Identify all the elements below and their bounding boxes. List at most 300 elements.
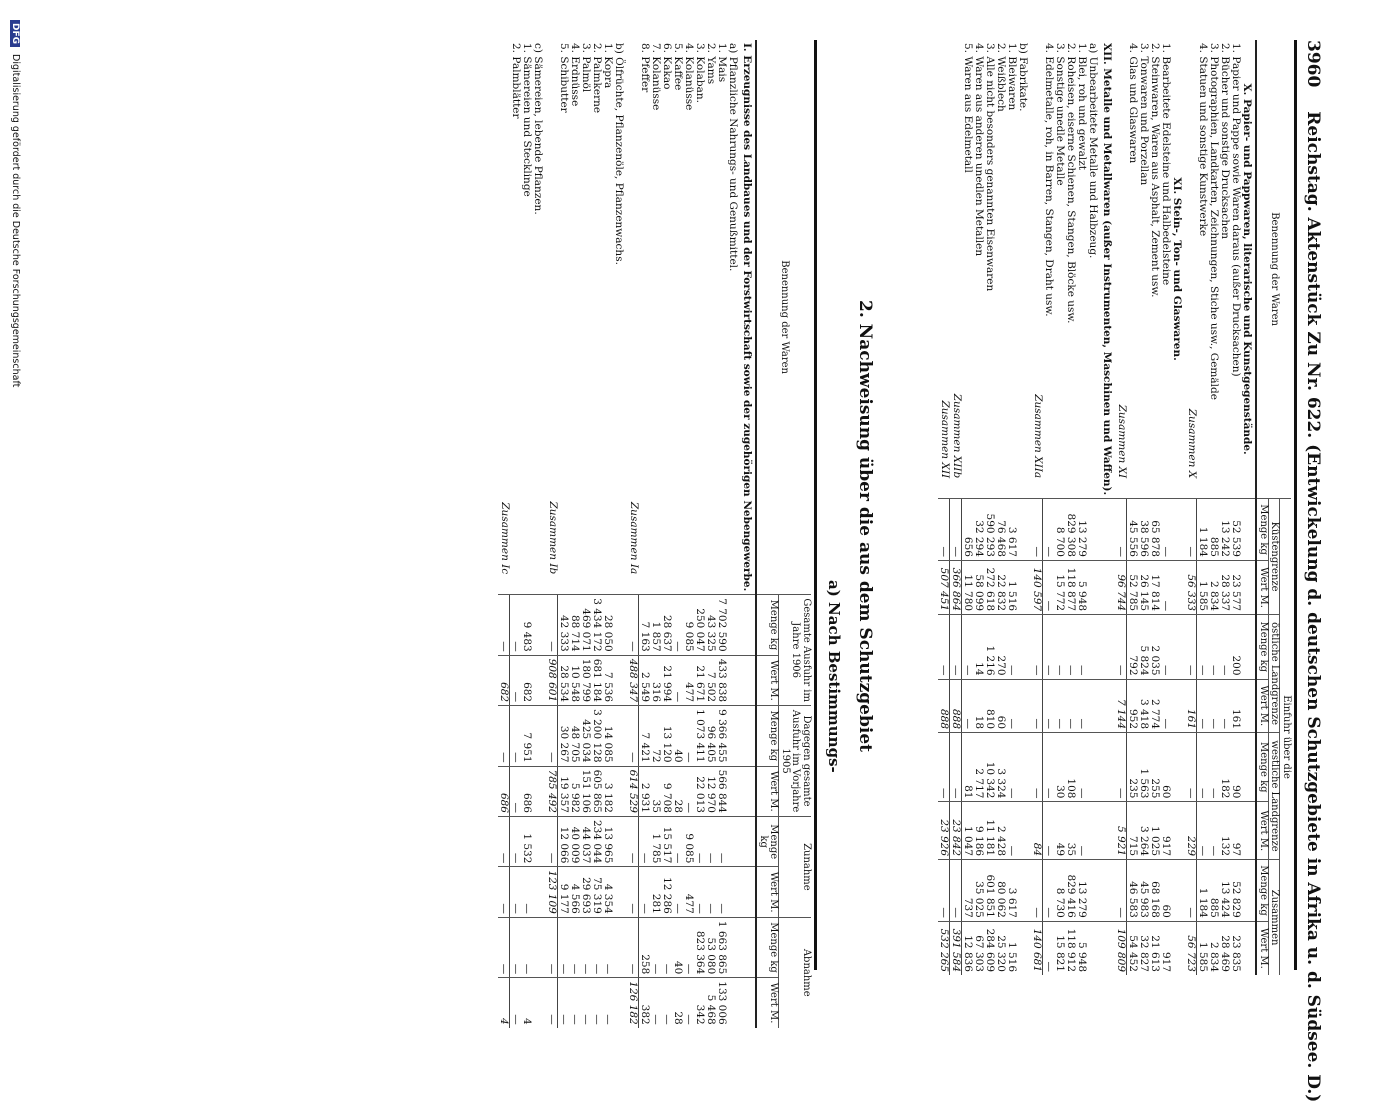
subsection-heading <box>1087 40 1101 975</box>
table-row <box>962 40 974 975</box>
row-label: a) Pflanzliche Nahrungs- und Genußmittel. <box>727 43 740 272</box>
total-row <box>498 40 510 1028</box>
table-row <box>650 40 661 1028</box>
table-cell: 53 080 <box>705 917 716 977</box>
unit-wert: Wert M. <box>757 655 780 705</box>
row-label: 3. Kolaban. <box>694 43 707 103</box>
table-cell: 18 <box>973 679 984 733</box>
total-row <box>627 40 639 1028</box>
empty-cell <box>532 655 546 705</box>
unit-wert: Wert M. <box>1257 679 1269 733</box>
col-east: östliche Landgrenze <box>1269 615 1281 733</box>
table-cell: 40 <box>672 706 683 766</box>
table-cell: 316 <box>650 655 661 705</box>
unit-wert: Wert M. <box>1257 802 1269 860</box>
table-cell: 52 539 <box>1230 499 1241 561</box>
row-label: 5. Schibutter <box>558 43 571 113</box>
table-row <box>639 40 651 1028</box>
table-cell: 23 926 <box>938 802 950 860</box>
table-cell: 42 333 <box>558 595 570 655</box>
table-cell: — <box>962 679 974 733</box>
row-label: Zusammen Ib <box>546 501 559 575</box>
table-cell: 45 983 <box>1138 860 1149 922</box>
section2-subtitle: a) Nach Bestimmungs- <box>825 580 843 773</box>
table-cell: — <box>627 595 639 655</box>
table-row <box>1160 40 1171 975</box>
table-cell: 40 <box>672 917 683 977</box>
table-cell: — <box>1185 733 1197 802</box>
table-cell: 17 814 <box>1149 560 1160 614</box>
table-cell: — <box>546 978 558 1028</box>
table-cell: — <box>1043 615 1055 679</box>
col-name-2: Benennung der Waren <box>757 40 812 595</box>
table-cell: 250 047 <box>694 595 705 655</box>
table-cell: — <box>580 978 591 1028</box>
table-cell: 43 325 <box>705 595 716 655</box>
table-cell: 11 780 <box>962 560 974 614</box>
table-cell: 28 050 <box>602 595 613 655</box>
table-cell: 5 921 <box>1115 802 1127 860</box>
subsection-heading <box>727 40 741 1028</box>
table-cell: 9 085 <box>683 816 694 866</box>
table-cell: 90 <box>1230 733 1241 802</box>
table-cell: — <box>546 706 558 766</box>
table-cell: 28 337 <box>1219 560 1230 614</box>
row-label: 5. Waren aus Edelmetall <box>962 43 975 173</box>
subsection-heading <box>532 40 546 1028</box>
table-cell: 917 <box>1160 921 1171 975</box>
table-row <box>510 40 522 1028</box>
table-cell: 3 617 <box>1006 860 1017 922</box>
table-cell: — <box>1043 860 1055 922</box>
empty-cell <box>1241 802 1256 860</box>
empty-cell <box>1087 560 1101 614</box>
unit-wert: Wert M. <box>1257 921 1269 975</box>
table-cell: 76 468 <box>995 499 1006 561</box>
table-cell: — <box>1197 802 1209 860</box>
empty-cell <box>727 655 741 705</box>
table-cell: — <box>627 917 639 977</box>
empty-cell <box>532 706 546 766</box>
table-cell: 792 <box>1127 615 1139 679</box>
row-label: 3. Sonstige unedle Metalle <box>1054 43 1067 186</box>
table-cell: 258 <box>639 917 651 977</box>
table-cell: 123 109 <box>546 867 558 917</box>
table-cell: 908 601 <box>546 655 558 705</box>
table-cell: — <box>1197 615 1209 679</box>
table-cell: 234 044 <box>591 816 602 866</box>
table-cell: — <box>558 917 570 977</box>
col-export-1906: Gesamte Ausfuhr im Jahre 1906 <box>779 595 811 706</box>
section-heading <box>1171 40 1185 975</box>
table-row <box>672 40 683 1028</box>
table-cell: — <box>672 595 683 655</box>
empty-cell <box>1101 560 1115 614</box>
table-cell: 888 <box>938 679 950 733</box>
row-label: 7. Kolanüsse <box>650 43 663 111</box>
table-cell: — <box>1185 860 1197 922</box>
table-cell: — <box>672 655 683 705</box>
unit-wert: Wert M. <box>757 978 780 1028</box>
table-cell: 9 177 <box>558 867 570 917</box>
table-cell: 56 333 <box>1185 560 1197 614</box>
row-label: 2. Palmblätter <box>510 43 523 119</box>
table-cell: 5 948 <box>1076 921 1087 975</box>
section-heading <box>741 40 756 1028</box>
empty-cell <box>532 595 546 655</box>
table-cell: 12 836 <box>962 921 974 975</box>
empty-cell <box>613 978 627 1028</box>
row-label: 2. Roheisen, eiserne Schienen, Stangen, Blöcke usw. <box>1065 43 1078 324</box>
row-label: 4. Erdnüsse <box>569 43 582 107</box>
empty-cell <box>727 978 741 1028</box>
table-cell: 3 324 <box>995 733 1006 802</box>
table-cell: 4 354 <box>602 867 613 917</box>
table-cell: — <box>1031 860 1043 922</box>
table-cell: 5 468 <box>705 978 716 1028</box>
empty-cell <box>1171 499 1185 561</box>
row-label: b) Fabrikate. <box>1017 43 1030 112</box>
row-label: 2. Steinwaren, Waren aus Asphalt, Zement usw. <box>1149 43 1162 298</box>
credit-text: Digitalisierung gefördert durch die Deutsche Forschungsgemeinschaft <box>10 54 21 388</box>
empty-cell <box>741 766 756 816</box>
table-cell: — <box>580 917 591 977</box>
row-label: Zusammen Ic <box>498 502 511 575</box>
table-cell: 22 832 <box>995 560 1006 614</box>
table-cell: — <box>1065 679 1076 733</box>
row-label: Zusammen XIIa <box>1031 394 1044 479</box>
col-coast: Küstengrenze <box>1269 499 1281 615</box>
empty-cell <box>1087 615 1101 679</box>
table-cell: 118 912 <box>1065 921 1076 975</box>
table-cell: — <box>938 860 950 922</box>
table-cell: 433 838 <box>716 655 727 705</box>
row-label: Zusammen Ia <box>627 501 640 575</box>
table-cell: 3 200 128 <box>591 706 602 766</box>
table-cell: 96 744 <box>1115 560 1127 614</box>
table-cell: 5 982 <box>569 766 580 816</box>
row-label: 3. Tonwaren und Porzellan <box>1138 43 1151 186</box>
table-cell: 3 434 172 <box>591 595 602 655</box>
table-cell: 823 364 <box>694 917 705 977</box>
table-cell: 601 851 <box>984 860 995 922</box>
table-cell: 15 517 <box>661 816 672 866</box>
empty-cell <box>1171 615 1185 679</box>
table-cell: — <box>1043 921 1055 975</box>
table-cell: — <box>1076 802 1087 860</box>
empty-cell <box>741 978 756 1028</box>
table-cell: 32 827 <box>1138 921 1149 975</box>
table-cell: 12 286 <box>661 867 672 917</box>
table-cell: 382 <box>639 978 651 1028</box>
empty-cell <box>741 655 756 705</box>
empty-cell <box>1241 499 1256 561</box>
table-cell: — <box>1006 802 1017 860</box>
table-cell: — <box>569 917 580 977</box>
row-label: 4. Kolanüsse <box>683 43 696 111</box>
table-cell: 566 844 <box>716 766 727 816</box>
empty-cell <box>727 816 741 866</box>
table-cell: 952 <box>1127 679 1139 733</box>
empty-cell <box>1017 499 1031 561</box>
table-cell: 885 <box>1208 860 1219 922</box>
row-label: a) Unbearbeitete Metalle und Halbzeug. <box>1087 43 1100 259</box>
empty-cell <box>1017 679 1031 733</box>
table-cell: — <box>558 978 570 1028</box>
table-cell: 785 492 <box>546 766 558 816</box>
row-label: 2. Palmkerne <box>591 43 604 114</box>
table-cell: — <box>1208 802 1219 860</box>
table-cell: 44 037 <box>580 816 591 866</box>
table-cell: 75 319 <box>591 867 602 917</box>
table-row <box>661 40 672 1028</box>
table-cell: 13 120 <box>661 706 672 766</box>
table-cell: 32 294 <box>973 499 984 561</box>
table-cell: 9 186 <box>973 802 984 860</box>
table-cell: 829 416 <box>1065 860 1076 922</box>
row-label: Zusammen XI <box>1115 404 1128 479</box>
table-cell: 52 829 <box>1230 860 1241 922</box>
table-cell: 65 878 <box>1149 499 1160 561</box>
table-cell: 9 483 <box>521 595 532 655</box>
table-cell: 68 168 <box>1149 860 1160 922</box>
table-cell: 1 516 <box>1006 560 1017 614</box>
row-label: 4. Statuen und sonstige Kunstwerke <box>1197 43 1210 237</box>
table-cell: 682 <box>521 655 532 705</box>
row-label: XII. Metalle und Metallwaren (außer Instrumenten, Maschinen und Waffen). <box>1101 43 1114 496</box>
table-cell: 14 <box>973 615 984 679</box>
table-cell: 35 025 <box>973 860 984 922</box>
table-cell: 1 516 <box>1006 921 1017 975</box>
table-cell: 96 405 <box>705 706 716 766</box>
table-cell: — <box>1115 733 1127 802</box>
table-cell: 52 785 <box>1127 560 1139 614</box>
row-label: 5. Kaffee <box>672 43 685 91</box>
table-cell: 28 <box>672 978 683 1028</box>
table-cell: — <box>1160 679 1171 733</box>
table-cell: 151 106 <box>580 766 591 816</box>
table-cell: 140 597 <box>1031 560 1043 614</box>
table-row <box>558 40 570 1028</box>
table-cell: — <box>683 766 694 816</box>
table-cell: 60 <box>1160 860 1171 922</box>
row-label: c) Sämereien, lebende Pflanzen. <box>532 43 545 215</box>
empty-cell <box>613 867 627 917</box>
subsection-heading <box>613 40 627 1028</box>
empty-cell <box>727 917 741 977</box>
table-cell: — <box>1115 615 1127 679</box>
unit-menge: Menge kg <box>1257 733 1269 802</box>
table-cell: 605 865 <box>591 766 602 816</box>
total-row <box>546 40 558 1028</box>
table-cell: 28 469 <box>1219 921 1230 975</box>
table-cell: 477 <box>683 655 694 705</box>
row-label: 2. Weißblech <box>995 43 1008 112</box>
table-cell: 182 <box>1219 733 1230 802</box>
table-row <box>1208 40 1219 975</box>
table-cell: — <box>1043 802 1055 860</box>
table-cell: — <box>1043 499 1055 561</box>
table-cell: 12 970 <box>705 766 716 816</box>
table-cell: 2 931 <box>639 766 651 816</box>
table-cell: 54 452 <box>1127 921 1139 975</box>
row-label: 1. Kopra <box>602 43 615 89</box>
table-cell: 2 834 <box>1208 921 1219 975</box>
table-cell: 2 834 <box>1208 560 1219 614</box>
table-row <box>1149 40 1160 975</box>
table-cell: 26 145 <box>1138 560 1149 614</box>
table-cell: 7 502 <box>705 655 716 705</box>
table-cell: 13 424 <box>1219 860 1230 922</box>
table-cell: 235 <box>1127 733 1139 802</box>
table-row <box>683 40 694 1028</box>
table-cell: — <box>546 917 558 977</box>
table-cell: 507 451 <box>938 560 950 614</box>
table-cell: 3 418 <box>1138 679 1149 733</box>
empty-cell <box>1171 921 1185 975</box>
table-cell: 2 549 <box>639 655 651 705</box>
empty-cell <box>727 766 741 816</box>
table-cell: 29 693 <box>580 867 591 917</box>
unit-menge: Menge kg <box>757 816 780 866</box>
empty-cell <box>741 816 756 866</box>
table-cell: 1 184 <box>1197 499 1209 561</box>
unit-menge: Menge kg <box>757 917 780 977</box>
empty-cell <box>532 917 546 977</box>
table-cell: 4 <box>498 978 510 1028</box>
table-cell: — <box>1160 499 1171 561</box>
table-cell: 590 293 <box>984 499 995 561</box>
empty-cell <box>532 766 546 816</box>
table-cell: 161 <box>1230 679 1241 733</box>
row-label: 4. Glas und Glaswaren <box>1127 43 1140 164</box>
table-cell: 9 085 <box>683 595 694 655</box>
table-cell: 35 <box>650 766 661 816</box>
empty-cell <box>727 706 741 766</box>
table-cell: — <box>1115 860 1127 922</box>
table-cell: 917 <box>1160 802 1171 860</box>
empty-cell <box>1101 499 1115 561</box>
empty-cell <box>1241 560 1256 614</box>
table-cell: — <box>498 816 510 866</box>
table-cell: 1 663 865 <box>716 917 727 977</box>
table-cell: — <box>1208 615 1219 679</box>
table-cell: 3 264 <box>1138 802 1149 860</box>
table-cell: — <box>498 706 510 766</box>
table-cell: 60 <box>995 679 1006 733</box>
col-decrease: Abnahme <box>779 917 811 1027</box>
table-cell: 488 347 <box>627 655 639 705</box>
table-row <box>716 40 727 1028</box>
table-cell: 81 <box>962 733 974 802</box>
table-cell: — <box>1031 615 1043 679</box>
table-cell: — <box>1160 560 1171 614</box>
row-label: 2. Bücher und sonstige Drucksachen <box>1219 43 1232 240</box>
unit-menge: Menge kg <box>1257 499 1269 561</box>
table-cell: — <box>1031 679 1043 733</box>
table-cell: — <box>521 867 532 917</box>
table-cell: 270 <box>995 615 1006 679</box>
table-cell: 1 532 <box>521 816 532 866</box>
table-cell: 737 <box>962 860 974 922</box>
empty-cell <box>613 917 627 977</box>
table-cell: 23 842 <box>950 802 962 860</box>
table-row <box>1076 40 1087 975</box>
table-cell: 810 <box>984 679 995 733</box>
table-row <box>694 40 705 1028</box>
table-row <box>705 40 716 1028</box>
empty-cell <box>1017 860 1031 922</box>
empty-cell <box>1101 615 1115 679</box>
table-cell: — <box>938 499 950 561</box>
row-label: 3. Alle nicht besonders genannten Eisenwaren <box>984 43 997 292</box>
empty-cell <box>1241 733 1256 802</box>
table-cell: 38 596 <box>1138 499 1149 561</box>
table-cell: — <box>716 867 727 917</box>
table-cell: 21 671 <box>694 655 705 705</box>
table-cell: 108 <box>1065 733 1076 802</box>
col-export-1905: Dagegen gesamte Ausfuhr im Vorjahre 1905 <box>779 706 811 817</box>
table-cell: 1 025 <box>1149 802 1160 860</box>
table-cell: 180 799 <box>580 655 591 705</box>
table-row <box>521 40 532 1028</box>
empty-cell <box>613 595 627 655</box>
total-row <box>1185 40 1197 975</box>
table-row <box>591 40 602 1028</box>
table-cell: 11 181 <box>984 802 995 860</box>
empty-cell <box>1087 921 1101 975</box>
table-cell: — <box>510 766 522 816</box>
row-label: 1. Blei, roh und gewalzt <box>1076 43 1089 170</box>
empty-cell <box>1087 679 1101 733</box>
row-label: 8. Pfeffer <box>639 43 652 93</box>
row-label: 6. Kakao <box>661 43 674 90</box>
table-cell: 2 428 <box>995 802 1006 860</box>
table-cell: 4 <box>521 978 532 1028</box>
row-label: Zusammen X <box>1185 408 1198 479</box>
row-label: 1. Sämereien und Stecklinge <box>521 43 534 197</box>
empty-cell <box>1171 860 1185 922</box>
row-label: 4. Waren aus anderen unedlen Metallen <box>973 43 986 257</box>
table-cell: — <box>694 867 705 917</box>
table-cell: — <box>498 867 510 917</box>
table-cell: — <box>510 655 522 705</box>
table-cell: 22 013 <box>694 766 705 816</box>
table-cell: 7 951 <box>521 706 532 766</box>
table-cell: — <box>683 978 694 1028</box>
total-row <box>938 40 950 975</box>
table-cell: — <box>705 816 716 866</box>
unit-menge: Menge kg <box>1257 615 1269 679</box>
table-cell: 161 <box>1185 679 1197 733</box>
table-cell: 46 583 <box>1127 860 1139 922</box>
table-cell: 885 <box>1208 499 1219 561</box>
table-cell: 681 184 <box>591 655 602 705</box>
table-cell: — <box>1043 560 1055 614</box>
table-cell: — <box>1031 733 1043 802</box>
empty-cell <box>1017 733 1031 802</box>
table-cell: — <box>650 978 661 1028</box>
table-cell: 5 824 <box>1138 615 1149 679</box>
unit-menge: Menge kg <box>1257 860 1269 922</box>
table-cell: 10 342 <box>984 733 995 802</box>
empty-cell <box>1017 802 1031 860</box>
row-label: 3. Palmöl <box>580 43 593 93</box>
table-row <box>1230 40 1241 975</box>
table-cell: 9 708 <box>661 766 672 816</box>
empty-cell <box>1087 860 1101 922</box>
empty-cell <box>1101 921 1115 975</box>
